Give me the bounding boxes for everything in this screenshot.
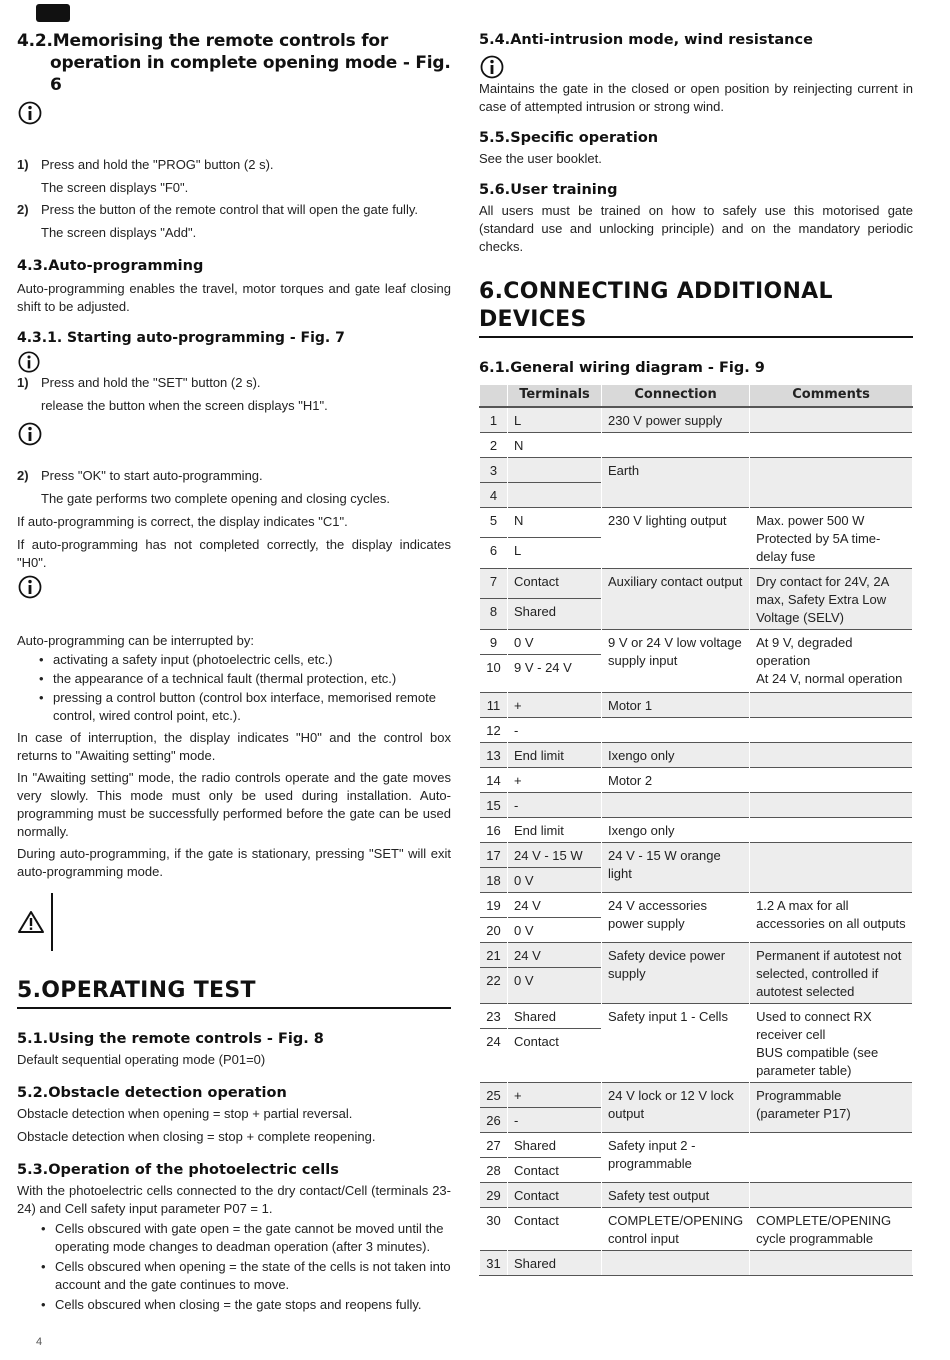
step-number: 2) <box>17 468 29 483</box>
table-header: Connection <box>602 385 750 407</box>
info-icon <box>17 100 43 126</box>
table-row <box>480 457 913 482</box>
comment-line: At 9 V, degraded operation <box>756 634 853 668</box>
table-row <box>480 792 913 817</box>
connection-cell: Safety input 1 - Cells <box>602 1003 750 1082</box>
connection-cell: Motor 2 <box>602 767 750 792</box>
step-prog-2 <box>17 201 451 242</box>
terminal-label: Contact <box>508 568 602 599</box>
heading-5-2: 5.2.Obstacle detection operation <box>17 1085 287 1101</box>
interrupt-paragraph-3: During auto-programming, if the gate is stationary, pressing "SET" will exit auto-programming mode. <box>17 846 451 879</box>
terminal-label: L <box>508 538 602 569</box>
connection-cell: 230 V lighting output <box>602 507 750 568</box>
heading-6: 6.CONNECTING ADDITIONAL DEVICES <box>479 278 913 338</box>
connection-cell: Ixengo only <box>602 817 750 842</box>
photocells-list <box>17 1220 451 1314</box>
obstacle-closing-text: Obstacle detection when closing = stop + complete reopening. <box>17 1129 376 1144</box>
heading-5: 5.OPERATING TEST <box>17 977 451 1009</box>
table-header-row <box>480 385 913 407</box>
table-row <box>480 767 913 792</box>
comment-line: Used to connect RX receiver cell <box>756 1008 872 1042</box>
step-number: 1) <box>17 375 29 390</box>
warning-block <box>17 893 451 951</box>
terminal-number: 15 <box>480 792 508 817</box>
obstacle-opening-text: Obstacle detection when opening = stop + partial reversal. <box>17 1106 353 1121</box>
remote-controls-text: Default sequential operating mode (P01=0) <box>17 1052 266 1067</box>
step-result: release the button when the screen displays "H1". <box>41 398 328 413</box>
terminal-label: Contact <box>508 1182 602 1207</box>
interrupt-list <box>17 651 451 725</box>
connection-cell: Safety input 2 - programmable <box>602 1132 750 1182</box>
comments-cell <box>750 792 913 817</box>
heading-5-1: 5.1.Using the remote controls - Fig. 8 <box>17 1031 324 1047</box>
terminal-number: 21 <box>480 942 508 967</box>
list-item: • Cells obscured when closing = the gate stops and reopens fully. <box>41 1296 451 1314</box>
left-column <box>17 30 451 1314</box>
terminal-number: 20 <box>480 917 508 942</box>
terminal-number: 13 <box>480 742 508 767</box>
terminal-label: End limit <box>508 742 602 767</box>
table-header: Comments <box>750 385 913 407</box>
connection-cell: Safety test output <box>602 1182 750 1207</box>
terminal-label: - <box>508 1107 602 1132</box>
comments-cell <box>750 407 913 433</box>
terminal-number: 4 <box>480 482 508 507</box>
wiring-table <box>479 384 913 1276</box>
comments-cell: COMPLETE/OPENING cycle programmable <box>750 1207 913 1250</box>
connection-cell <box>602 792 750 817</box>
terminal-number: 12 <box>480 717 508 742</box>
heading-4-3-1: 4.3.1. Starting auto-programming - Fig. 7 <box>17 330 345 346</box>
terminal-number: 18 <box>480 867 508 892</box>
terminal-label: 0 V <box>508 867 602 892</box>
terminal-number: 25 <box>480 1082 508 1107</box>
terminal-label: + <box>508 1082 602 1107</box>
terminal-number: 16 <box>480 817 508 842</box>
terminal-label: Shared <box>508 1132 602 1157</box>
table-row <box>480 432 913 457</box>
connection-cell: 24 V lock or 12 V lock output <box>602 1082 750 1132</box>
terminal-label: Contact <box>508 1207 602 1250</box>
terminal-number: 8 <box>480 599 508 630</box>
comments-cell: 1.2 A max for all accessories on all outputs <box>750 892 913 942</box>
terminal-number: 26 <box>480 1107 508 1132</box>
step-text: Press and hold the "PROG" button (2 s). <box>41 157 274 172</box>
connection-cell <box>602 717 750 742</box>
interrupt-paragraph-1: In case of interruption, the display indicates "H0" and the control box returns to "Awaiting setting" mode. <box>17 730 451 763</box>
terminal-number: 11 <box>480 692 508 717</box>
comments-cell <box>750 1003 913 1082</box>
connection-cell: COMPLETE/OPENING control input <box>602 1207 750 1250</box>
table-row <box>480 1003 913 1028</box>
connection-cell: 9 V or 24 V low voltage supply input <box>602 629 750 692</box>
heading-5-4: 5.4.Anti-intrusion mode, wind resistance <box>479 32 813 48</box>
terminal-number: 3 <box>480 457 508 482</box>
table-row <box>480 1132 913 1157</box>
heading-5-6: 5.6.User training <box>479 182 618 198</box>
terminal-label <box>508 457 602 482</box>
comments-cell <box>750 507 913 568</box>
comments-cell <box>750 1132 913 1182</box>
terminal-number: 14 <box>480 767 508 792</box>
table-row <box>480 692 913 717</box>
terminal-label: L <box>508 407 602 433</box>
step-number: 2) <box>17 202 29 217</box>
terminal-number: 24 <box>480 1028 508 1082</box>
auto-programming-ok: If auto-programming is correct, the display indicates "C1". <box>17 514 348 529</box>
terminal-number: 30 <box>480 1207 508 1250</box>
comment-line: Max. power 500 W <box>756 512 865 528</box>
terminal-label: + <box>508 767 602 792</box>
step-text: Press "OK" to start auto-programming. <box>41 468 263 483</box>
connection-cell: 24 V accessories power supply <box>602 892 750 942</box>
terminal-number: 2 <box>480 432 508 457</box>
terminal-label: - <box>508 792 602 817</box>
table-row <box>480 742 913 767</box>
connection-cell <box>602 432 750 457</box>
table-header: Terminals <box>508 385 602 407</box>
anti-intrusion-text: Maintains the gate in the closed or open position by reinjecting current in case of attempted intrusion or strong wind. <box>479 81 913 114</box>
comments-cell <box>750 629 913 692</box>
connection-cell: Ixengo only <box>602 742 750 767</box>
connection-cell: 24 V - 15 W orange light <box>602 842 750 892</box>
terminal-label: N <box>508 507 602 538</box>
interrupt-paragraph-2: In "Awaiting setting" mode, the radio controls operate and the gate moves very slowly. This mode must only be used during installation. Auto-programming must be successfully performed before the gate can be used normally. <box>17 770 451 839</box>
terminal-number: 22 <box>480 967 508 1003</box>
comment-line: At 24 V, normal operation <box>756 670 903 686</box>
table-row <box>480 568 913 599</box>
terminal-label: End limit <box>508 817 602 842</box>
table-row <box>480 842 913 867</box>
auto-programming-intro: Auto-programming enables the travel, motor torques and gate leaf closing shift to be adjusted. <box>17 281 451 314</box>
table-row <box>480 1207 913 1250</box>
list-item: • activating a safety input (photoelectric cells, etc.) <box>39 651 451 669</box>
comments-cell: Dry contact for 24V, 2A max, Safety Extra Low Voltage (SELV) <box>750 568 913 629</box>
table-row <box>480 892 913 917</box>
terminal-label: Contact <box>508 1028 602 1082</box>
terminal-number: 28 <box>480 1157 508 1182</box>
terminal-number: 9 <box>480 629 508 654</box>
terminal-label: Contact <box>508 1157 602 1182</box>
connection-cell: Motor 1 <box>602 692 750 717</box>
comment-line: Protected by 5A time-delay fuse <box>756 530 881 564</box>
comment-line: BUS compatible (see parameter table) <box>756 1044 879 1078</box>
page-number: 4 <box>36 1336 43 1348</box>
list-item: • the appearance of a technical fault (thermal protection, etc.) <box>39 670 451 688</box>
table-row <box>480 407 913 433</box>
info-icon <box>17 421 43 447</box>
warning-icon <box>17 910 45 934</box>
terminal-number: 19 <box>480 892 508 917</box>
step-result: The screen displays "F0". <box>41 180 189 195</box>
terminal-number: 23 <box>480 1003 508 1028</box>
comments-cell <box>750 432 913 457</box>
table-row <box>480 717 913 742</box>
table-row <box>480 507 913 538</box>
heading-4-3: 4.3.Auto-programming <box>17 258 204 274</box>
table-row <box>480 1082 913 1107</box>
terminal-label: 24 V <box>508 942 602 967</box>
comments-cell <box>750 817 913 842</box>
terminal-label: Shared <box>508 1003 602 1028</box>
comments-cell <box>750 767 913 792</box>
terminal-number: 6 <box>480 538 508 569</box>
comments-cell <box>750 742 913 767</box>
auto-programming-not-ok: If auto-programming has not completed correctly, the display indicates "H0". <box>17 537 451 570</box>
connection-cell: Safety device power supply <box>602 942 750 1003</box>
step-text: Press and hold the "SET" button (2 s). <box>41 375 261 390</box>
connection-cell: Earth <box>602 457 750 507</box>
info-icon <box>17 574 43 600</box>
terminal-label: 0 V <box>508 967 602 1003</box>
terminal-number: 1 <box>480 407 508 433</box>
comments-cell: Programmable (parameter P17) <box>750 1082 913 1132</box>
heading-4-2: 4.2.Memorising the remote controls for operation in complete opening mode - Fig. 6 <box>17 31 451 95</box>
connection-cell: Auxiliary contact output <box>602 568 750 629</box>
comments-cell <box>750 717 913 742</box>
terminal-number: 31 <box>480 1250 508 1275</box>
terminal-number: 17 <box>480 842 508 867</box>
heading-6-1: 6.1.General wiring diagram - Fig. 9 <box>479 360 765 376</box>
step-result: The gate performs two complete opening and closing cycles. <box>41 491 391 506</box>
comments-cell <box>750 842 913 892</box>
heading-5-5: 5.5.Specific operation <box>479 130 659 146</box>
terminal-label: 0 V <box>508 917 602 942</box>
user-training-text: All users must be trained on how to safely use this motorised gate (standard use and unlocking principle) and on the mandatory periodic checks. <box>479 203 913 254</box>
terminal-label: 9 V - 24 V <box>508 654 602 692</box>
warning-divider <box>51 893 53 951</box>
list-item: • Cells obscured with gate open = the gate cannot be moved until the operating mode changes to deadman operation (after 3 minutes). <box>41 1220 451 1256</box>
terminal-label <box>508 482 602 507</box>
terminal-number: 27 <box>480 1132 508 1157</box>
terminal-label: + <box>508 692 602 717</box>
list-item: • Cells obscured when opening = the state of the cells is not taken into account and the gate continues to move. <box>41 1258 451 1294</box>
table-row <box>480 629 913 654</box>
terminal-number: 29 <box>480 1182 508 1207</box>
step-set-1 <box>17 374 451 415</box>
interrupt-intro: Auto-programming can be interrupted by: <box>17 633 255 648</box>
language-tab <box>36 4 70 22</box>
step-text: Press the button of the remote control that will open the gate fully. <box>41 202 418 217</box>
table-row <box>480 817 913 842</box>
table-header-number <box>480 385 508 407</box>
info-icon <box>17 350 41 374</box>
terminal-label: Shared <box>508 599 602 630</box>
info-icon <box>479 54 505 80</box>
specific-operation-text: See the user booklet. <box>479 151 602 166</box>
terminal-number: 5 <box>480 507 508 538</box>
table-row <box>480 1250 913 1275</box>
right-column <box>479 30 913 1276</box>
comments-cell: Permanent if autotest not selected, controlled if autotest selected <box>750 942 913 1003</box>
comments-cell <box>750 1182 913 1207</box>
heading-5-3: 5.3.Operation of the photoelectric cells <box>17 1162 339 1178</box>
terminal-number: 7 <box>480 568 508 599</box>
comments-cell <box>750 457 913 507</box>
table-row <box>480 942 913 967</box>
step-prog-1 <box>17 156 451 197</box>
connection-cell <box>602 1250 750 1275</box>
terminal-label: Shared <box>508 1250 602 1275</box>
terminal-label: N <box>508 432 602 457</box>
comments-cell <box>750 1250 913 1275</box>
step-number: 1) <box>17 157 29 172</box>
terminal-label: 24 V <box>508 892 602 917</box>
list-item: • pressing a control button (control box interface, memorised remote control, wired control point, etc.). <box>39 689 451 725</box>
terminal-label: 0 V <box>508 629 602 654</box>
step-result: The screen displays "Add". <box>41 225 197 240</box>
terminal-label: - <box>508 717 602 742</box>
photocells-intro: With the photoelectric cells connected to the dry contact/Cell (terminals 23-24) and Cell safety input parameter P07 = 1. <box>17 1183 451 1216</box>
connection-cell: 230 V power supply <box>602 407 750 433</box>
comments-cell <box>750 692 913 717</box>
step-set-2 <box>17 467 451 508</box>
terminal-label: 24 V - 15 W <box>508 842 602 867</box>
terminal-number: 10 <box>480 654 508 692</box>
table-row <box>480 1182 913 1207</box>
